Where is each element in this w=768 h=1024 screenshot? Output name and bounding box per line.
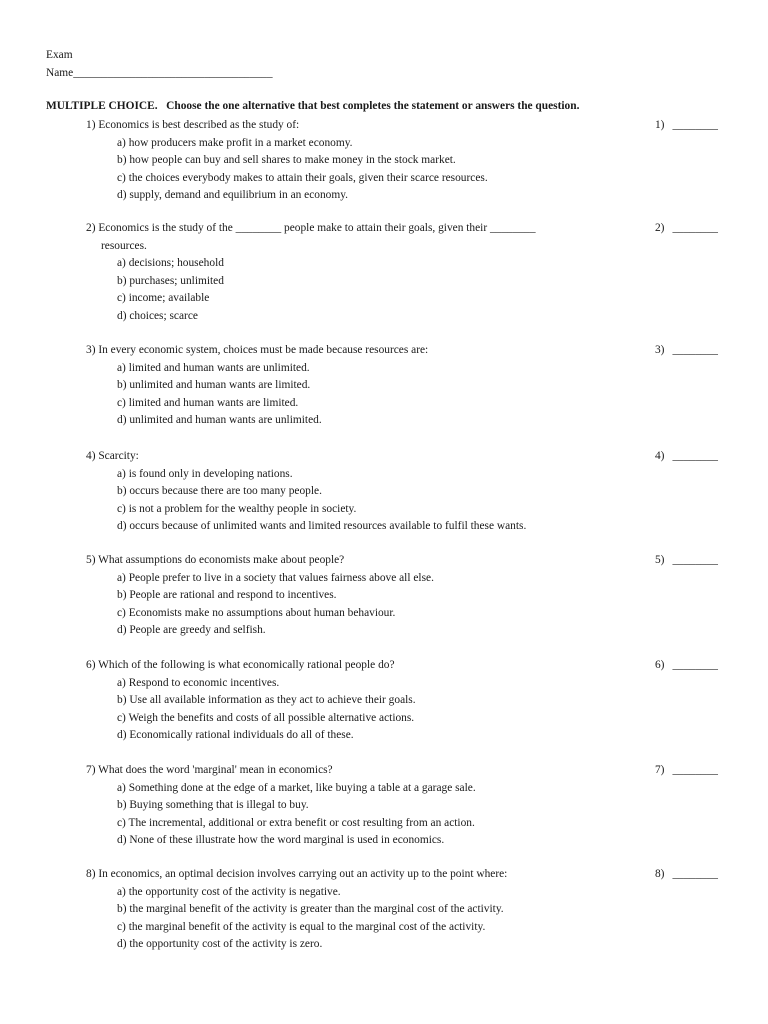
answer-blank[interactable]: ________ — [672, 868, 718, 880]
answer-option-b: b) Use all available information as they act to achieve their goals. — [117, 694, 416, 706]
answer-blank[interactable]: ________ — [672, 554, 718, 566]
answer-slot[interactable] — [646, 117, 718, 135]
answer-slot[interactable] — [646, 552, 718, 570]
answer-option-a: a) Something done at the edge of a market, like buying a table at a garage sale. — [117, 781, 476, 794]
question-8 — [86, 866, 718, 954]
question-stem-text: 1) Economics is best described as the study of: — [86, 119, 300, 131]
answer-option-c: c) Economists make no assumptions about human behaviour. — [117, 606, 396, 619]
answer-option-d: d) None of these illustrate how the word marginal is used in economics. — [117, 834, 445, 846]
answer-number: 3) — [654, 344, 665, 356]
answer-slot[interactable] — [646, 762, 718, 780]
answer-option-c: c) income; available — [117, 292, 210, 304]
answer-blank[interactable]: ________ — [672, 119, 718, 131]
answer-option-c: c) limited and human wants are limited. — [117, 396, 299, 409]
answer-slot[interactable] — [646, 448, 718, 466]
answer-option-b: b) the marginal benefit of the activity is greater than the marginal cost of the activity. — [117, 903, 504, 915]
answer-option-d: d) the opportunity cost of the activity is zero. — [117, 938, 323, 950]
answer-option-a: a) how producers make profit in a market economy. — [117, 136, 353, 149]
question-stem — [86, 117, 718, 135]
question-stem-text: 5) What assumptions do economists make about people? — [86, 554, 345, 566]
exam-label: Exam — [46, 49, 73, 61]
question-stem — [86, 448, 718, 466]
answer-option-c: c) The incremental, additional or extra benefit or cost resulting from an action. — [117, 816, 475, 829]
answer-slot[interactable] — [646, 342, 718, 360]
answer-option-b: b) occurs because there are too many people. — [117, 485, 322, 497]
answer-option-b: b) Buying something that is illegal to buy. — [117, 799, 309, 811]
question-5 — [86, 552, 718, 640]
answer-blank[interactable]: ________ — [672, 450, 718, 462]
answer-option-a: a) decisions; household — [117, 257, 224, 269]
question-stem — [86, 342, 718, 360]
question-stem-text: 6) Which of the following is what economically rational people do? — [86, 659, 395, 671]
question-6 — [86, 657, 718, 745]
answer-option-c: c) Weigh the benefits and costs of all possible alternative actions. — [117, 711, 415, 724]
answer-option-b: b) purchases; unlimited — [117, 274, 224, 287]
answer-option-c: c) is not a problem for the wealthy people in society. — [117, 502, 357, 515]
answer-number: 8) — [654, 868, 665, 880]
answer-option-a: a) the opportunity cost of the activity is negative. — [117, 885, 341, 898]
answer-number: 1) — [654, 119, 665, 131]
question-3 — [86, 342, 718, 430]
answer-number: 5) — [654, 554, 665, 566]
answer-option-b: b) how people can buy and sell shares to make money in the stock market. — [117, 154, 456, 166]
question-stem — [86, 220, 718, 238]
answer-blank[interactable]: ________ — [672, 659, 718, 671]
answer-option-c: c) the marginal benefit of the activity is equal to the marginal cost of the activity. — [117, 920, 486, 933]
question-stem-text: 4) Scarcity: — [86, 450, 139, 462]
answer-blank[interactable]: ________ — [672, 222, 718, 234]
answer-option-b: b) People are rational and respond to incentives. — [117, 589, 337, 601]
answer-slot[interactable] — [646, 657, 718, 675]
question-2 — [86, 220, 718, 325]
question-stem-text: 3) In every economic system, choices must be made because resources are: — [86, 344, 429, 356]
answer-option-c: c) the choices everybody makes to attain their goals, given their scarce resources. — [117, 171, 488, 184]
question-stem — [86, 866, 718, 884]
question-stem-text: 8) In economics, an optimal decision involves carrying out an activity up to the point where: — [86, 868, 508, 880]
answer-option-d: d) Economically rational individuals do all of these. — [117, 729, 354, 741]
answer-blank[interactable]: ________ — [672, 344, 718, 356]
answer-slot[interactable] — [646, 220, 718, 238]
answer-option-d: d) supply, demand and equilibrium in an economy. — [117, 189, 349, 201]
question-stem — [86, 657, 718, 675]
answer-number: 4) — [654, 450, 665, 462]
answer-option-a: a) Respond to economic incentives. — [117, 676, 280, 689]
question-4 — [86, 448, 718, 536]
answer-option-d: d) occurs because of unlimited wants and limited resources available to fulfil these wants. — [117, 520, 527, 532]
question-7 — [86, 762, 718, 850]
answer-option-d: d) People are greedy and selfish. — [117, 624, 266, 636]
answer-option-b: b) unlimited and human wants are limited. — [117, 379, 311, 391]
answer-option-a: a) is found only in developing nations. — [117, 467, 293, 480]
answer-option-a: a) People prefer to live in a society that values fairness above all else. — [117, 571, 434, 584]
answer-blank[interactable]: ________ — [672, 764, 718, 776]
question-stem-text: resources. — [101, 239, 147, 252]
name-field[interactable]: Name___________________________________ — [46, 67, 273, 79]
question-stem — [86, 552, 718, 570]
answer-number: 7) — [654, 764, 665, 776]
answer-option-d: d) unlimited and human wants are unlimited. — [117, 414, 322, 426]
question-stem-text: 2) Economics is the study of the ________ people make to attain their goals, given their ________ — [86, 222, 536, 234]
instructions-heading: MULTIPLE CHOICE. Choose the one alternative that best completes the statement or answers the question. — [46, 100, 580, 112]
question-stem — [86, 762, 718, 780]
answer-number: 6) — [654, 659, 665, 671]
question-stem-text: 7) What does the word 'marginal' mean in economics? — [86, 764, 333, 776]
question-1 — [86, 117, 718, 205]
answer-option-d: d) choices; scarce — [117, 309, 198, 322]
answer-slot[interactable] — [646, 866, 718, 884]
answer-number: 2) — [654, 222, 665, 234]
question-stem — [86, 238, 718, 256]
answer-option-a: a) limited and human wants are unlimited. — [117, 361, 310, 374]
